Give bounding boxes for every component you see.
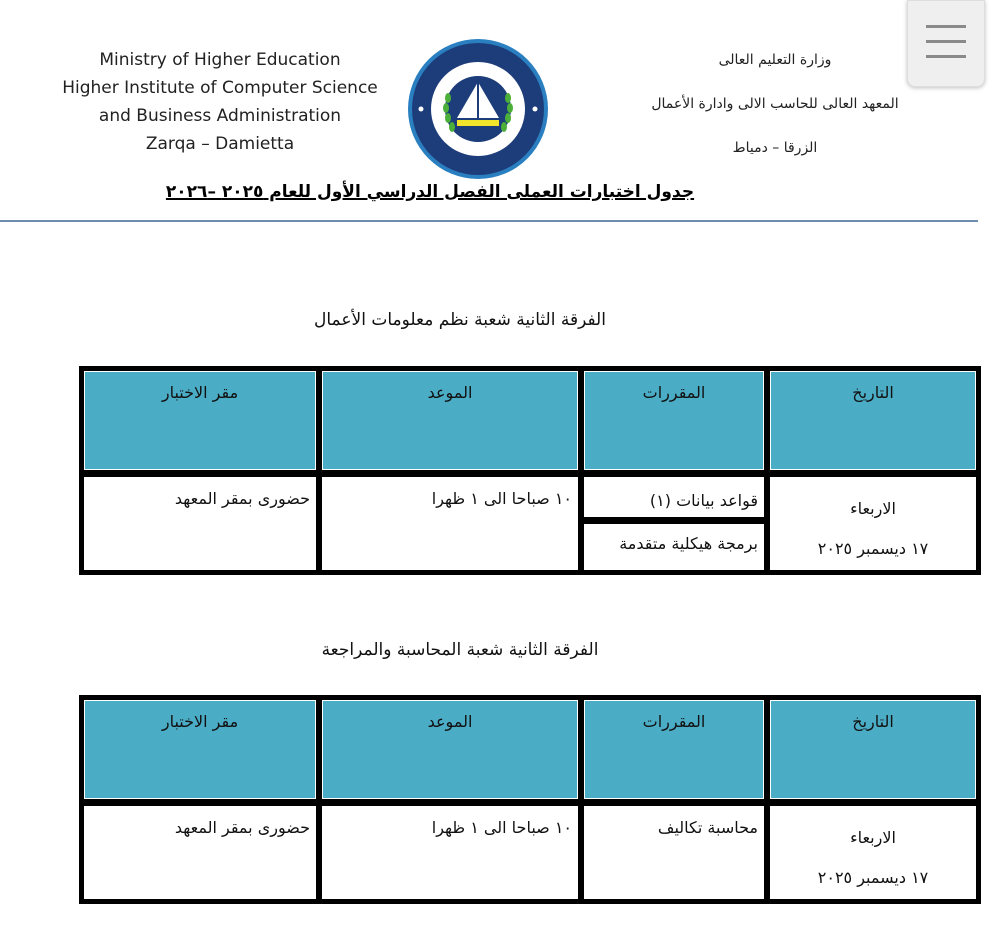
institute-line-2: and Business Administration xyxy=(98,106,342,126)
english-header xyxy=(60,46,380,158)
column-header-location: مقر الاختبار xyxy=(84,371,316,477)
hamburger-menu-icon xyxy=(926,25,966,28)
header-divider xyxy=(0,220,978,222)
page-title: جدول اختبارات العملى الفصل الدراسي الأول للعام ٢٠٢٥ –٢٠٢٦ xyxy=(165,182,695,202)
column-header-date: التاريخ xyxy=(764,371,976,477)
institute-line-ar: المعهد العالى للحاسب الالى وادارة الأعمال xyxy=(651,96,899,112)
date-text: ١٧ ديسمبر ٢٠٢٥ xyxy=(817,868,929,887)
hamburger-menu-icon-line xyxy=(926,40,966,43)
location-line-ar: الزرقا – دمياط xyxy=(732,140,818,156)
column-header-time: الموعد xyxy=(316,371,578,477)
section-title: الفرقة الثانية شعبة نظم معلومات الأعمال xyxy=(314,310,606,330)
table-row xyxy=(84,477,976,570)
date-cell xyxy=(764,477,976,570)
courses-cell xyxy=(578,477,764,570)
institute-line: Higher Institute of Computer Science xyxy=(62,78,378,98)
day-text: الاربعاء xyxy=(850,828,896,847)
table-header-row xyxy=(84,700,976,806)
institute-seal-logo-icon xyxy=(407,38,549,180)
courses-cell xyxy=(578,806,764,899)
course-item: قواعد بيانات (١) xyxy=(584,477,764,524)
date-text: ١٧ ديسمبر ٢٠٢٥ xyxy=(817,539,929,558)
location-cell: حضورى بمقر المعهد xyxy=(84,806,316,899)
ministry-line-ar: وزارة التعليم العالى xyxy=(718,52,832,68)
time-cell: ١٠ صباحا الى ١ ظهرا xyxy=(316,806,578,899)
column-header-location: مقر الاختبار xyxy=(84,700,316,806)
schedule-table xyxy=(79,366,981,575)
section-title: الفرقة الثانية شعبة المحاسبة والمراجعة xyxy=(321,640,599,660)
column-header-date: التاريخ xyxy=(764,700,976,806)
course-item: برمجة هيكلية متقدمة xyxy=(619,534,758,553)
column-header-time: الموعد xyxy=(316,700,578,806)
table-header-row xyxy=(84,371,976,477)
location-cell: حضورى بمقر المعهد xyxy=(84,477,316,570)
column-header-courses: المقررات xyxy=(578,700,764,806)
menu-button[interactable] xyxy=(907,0,985,87)
table-row xyxy=(84,806,976,899)
arabic-header xyxy=(620,46,930,178)
day-text: الاربعاء xyxy=(850,499,896,518)
column-header-courses: المقررات xyxy=(578,371,764,477)
time-cell: ١٠ صباحا الى ١ ظهرا xyxy=(316,477,578,570)
course-item: محاسبة تكاليف xyxy=(657,818,758,837)
ministry-line: Ministry of Higher Education xyxy=(99,50,341,70)
schedule-table xyxy=(79,695,981,904)
hamburger-menu-icon-line xyxy=(926,55,966,58)
date-cell xyxy=(764,806,976,899)
location-line: Zarqa – Damietta xyxy=(145,134,295,154)
